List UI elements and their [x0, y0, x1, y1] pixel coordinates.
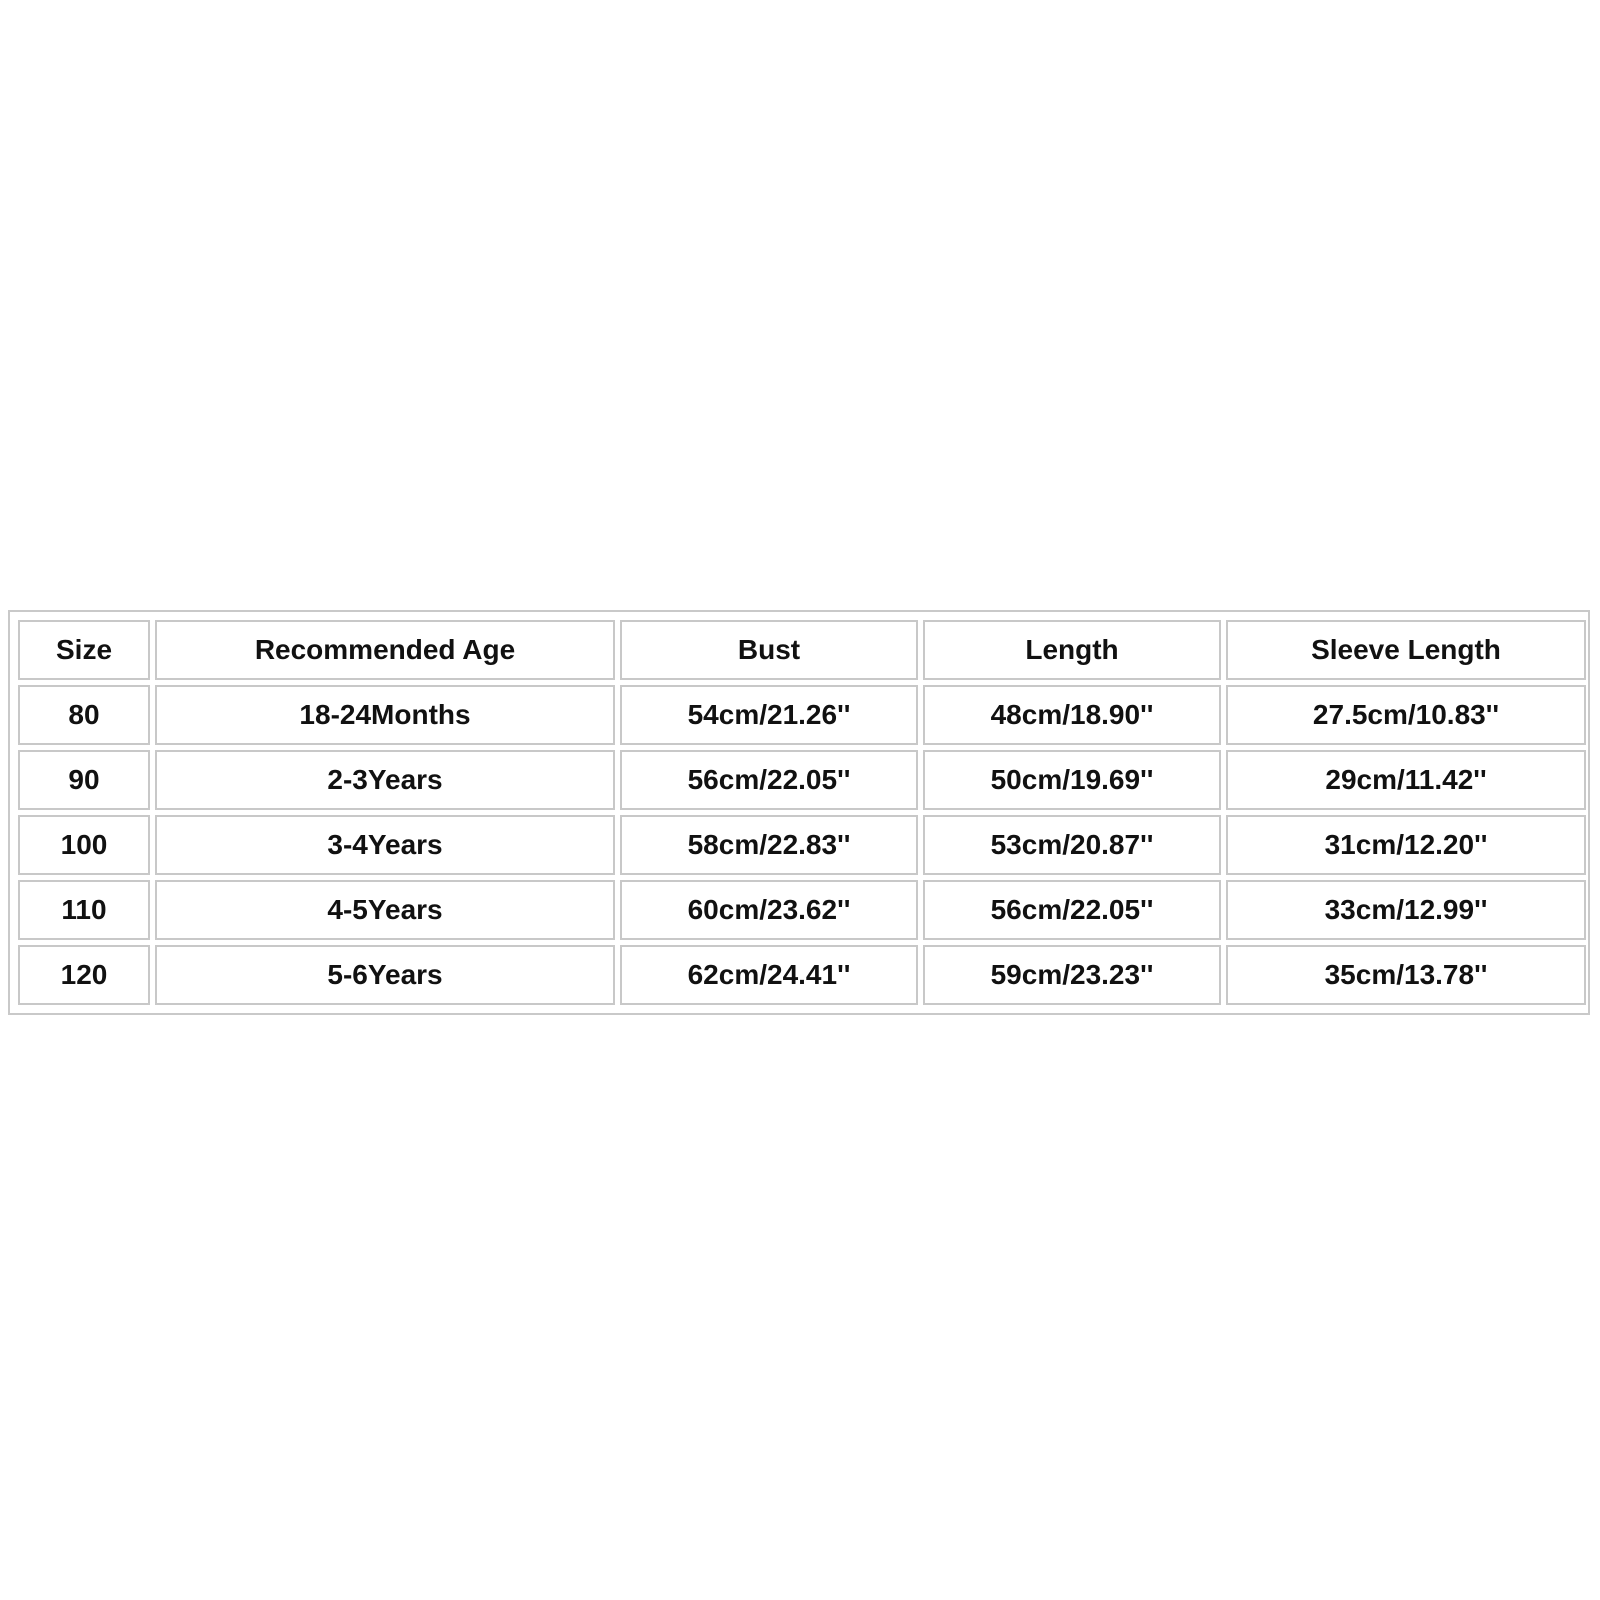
- table-row: [18, 945, 1586, 1005]
- size-chart: [8, 610, 1590, 1015]
- cell-bust: 54cm/21.26'': [620, 685, 918, 745]
- header-bust: Bust: [620, 620, 918, 680]
- cell-sleeve-length: 29cm/11.42'': [1226, 750, 1586, 810]
- cell-size: 110: [18, 880, 150, 940]
- table-row: [18, 750, 1586, 810]
- cell-length: 50cm/19.69'': [923, 750, 1221, 810]
- cell-length: 59cm/23.23'': [923, 945, 1221, 1005]
- cell-size: 80: [18, 685, 150, 745]
- cell-bust: 60cm/23.62'': [620, 880, 918, 940]
- cell-length: 53cm/20.87'': [923, 815, 1221, 875]
- table-row: [18, 880, 1586, 940]
- cell-bust: 58cm/22.83'': [620, 815, 918, 875]
- table-header-row: [18, 620, 1586, 680]
- cell-bust: 56cm/22.05'': [620, 750, 918, 810]
- cell-sleeve-length: 27.5cm/10.83'': [1226, 685, 1586, 745]
- header-size: Size: [18, 620, 150, 680]
- header-length: Length: [923, 620, 1221, 680]
- cell-size: 100: [18, 815, 150, 875]
- cell-recommended-age: 18-24Months: [155, 685, 615, 745]
- cell-bust: 62cm/24.41'': [620, 945, 918, 1005]
- cell-sleeve-length: 31cm/12.20'': [1226, 815, 1586, 875]
- cell-recommended-age: 5-6Years: [155, 945, 615, 1005]
- header-recommended-age: Recommended Age: [155, 620, 615, 680]
- header-sleeve-length: Sleeve Length: [1226, 620, 1586, 680]
- size-chart-table: [13, 615, 1591, 1010]
- table-row: [18, 685, 1586, 745]
- cell-length: 56cm/22.05'': [923, 880, 1221, 940]
- cell-sleeve-length: 33cm/12.99'': [1226, 880, 1586, 940]
- cell-recommended-age: 4-5Years: [155, 880, 615, 940]
- table-row: [18, 815, 1586, 875]
- cell-size: 120: [18, 945, 150, 1005]
- cell-length: 48cm/18.90'': [923, 685, 1221, 745]
- cell-recommended-age: 3-4Years: [155, 815, 615, 875]
- cell-size: 90: [18, 750, 150, 810]
- cell-recommended-age: 2-3Years: [155, 750, 615, 810]
- cell-sleeve-length: 35cm/13.78'': [1226, 945, 1586, 1005]
